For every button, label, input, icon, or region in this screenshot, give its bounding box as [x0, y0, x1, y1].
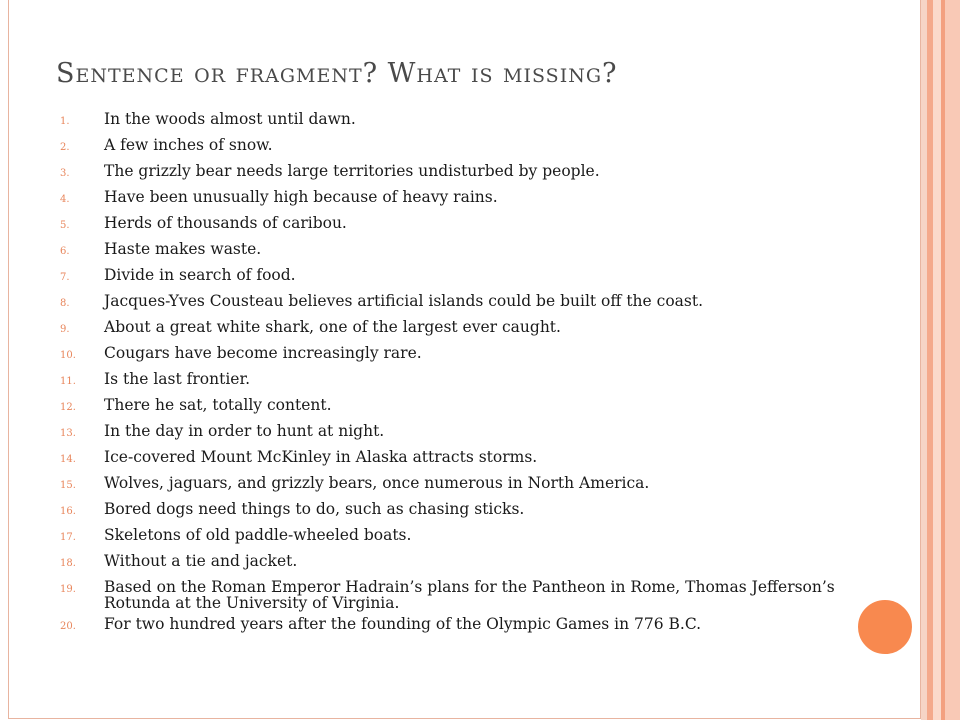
list-item-number: 2.	[60, 142, 70, 153]
list-item-number: 10.	[60, 350, 76, 361]
list-item-number: 19.	[60, 584, 76, 595]
list-item	[60, 340, 880, 366]
list-item-text: Haste makes waste.	[104, 240, 262, 258]
list-item-text: Herds of thousands of caribou.	[104, 214, 347, 232]
list-item-number: 12.	[60, 402, 76, 413]
list-item	[60, 210, 880, 236]
title-text: Sentence or fragment? What is missing?	[56, 58, 618, 89]
list-item-text: For two hundred years after the founding of the Olympic Games in 776 B.C.	[104, 615, 702, 633]
list-item	[60, 444, 880, 470]
list-item-text: Have been unusually high because of heavy rains.	[104, 188, 498, 206]
list-item	[60, 132, 880, 158]
list-item	[60, 548, 880, 574]
list-item	[60, 366, 880, 392]
list-item-text: The grizzly bear needs large territories undisturbed by people.	[104, 162, 600, 180]
list-item-number: 5.	[60, 220, 70, 231]
list-item-text: Jacques-Yves Cousteau believes artificial islands could be built off the coast.	[104, 292, 703, 310]
list-item-text: Cougars have become increasingly rare.	[104, 344, 422, 362]
list-item	[60, 236, 880, 262]
list-item-text: Ice-covered Mount McKinley in Alaska attracts storms.	[104, 448, 538, 466]
list-item	[60, 470, 880, 496]
list-item	[60, 314, 880, 340]
list-item-text: A few inches of snow.	[104, 136, 273, 154]
list-item-text: Wolves, jaguars, and grizzly bears, once numerous in North America.	[104, 474, 650, 492]
list-item-number: 11.	[60, 376, 76, 387]
list-item	[60, 522, 880, 548]
list-item-number: 18.	[60, 558, 76, 569]
list-item	[60, 184, 880, 210]
list-item-number: 4.	[60, 194, 70, 205]
list-item	[60, 574, 880, 611]
list-item	[60, 158, 880, 184]
list-item	[60, 496, 880, 522]
list-item-text: Bored dogs need things to do, such as chasing sticks.	[104, 500, 525, 518]
list-item-text: In the woods almost until dawn.	[104, 110, 356, 128]
list-item-text: Is the last frontier.	[104, 370, 251, 388]
sentence-list	[60, 106, 880, 637]
list-item-number: 6.	[60, 246, 70, 257]
list-item-number: 16.	[60, 506, 76, 517]
decorative-stripe	[933, 0, 941, 720]
decorative-stripe	[945, 0, 960, 720]
list-item-text: Skeletons of old paddle-wheeled boats.	[104, 526, 412, 544]
list-item-number: 15.	[60, 480, 76, 491]
list-item-text: Without a tie and jacket.	[104, 552, 298, 570]
list-item-text: Based on the Roman Emperor Hadrain’s plans for the Pantheon in Rome, Thomas Jefferson’s Rotunda at the University of Virginia.	[104, 578, 835, 612]
list-item-number: 8.	[60, 298, 70, 309]
list-item-number: 1.	[60, 116, 70, 127]
list-item	[60, 392, 880, 418]
list-item-text: In the day in order to hunt at night.	[104, 422, 385, 440]
list-item-text: Divide in search of food.	[104, 266, 296, 284]
list-item-text: There he sat, totally content.	[104, 396, 332, 414]
list-item-number: 14.	[60, 454, 76, 465]
list-item-number: 9.	[60, 324, 70, 335]
list-item-number: 3.	[60, 168, 70, 179]
list-item	[60, 106, 880, 132]
list-item-number: 20.	[60, 621, 76, 632]
list-item	[60, 262, 880, 288]
list-item	[60, 611, 880, 637]
list-item	[60, 418, 880, 444]
slide-title	[56, 56, 896, 92]
list-item-text: About a great white shark, one of the largest ever caught.	[104, 318, 561, 336]
list-item	[60, 288, 880, 314]
list-item-number: 13.	[60, 428, 76, 439]
list-item-number: 17.	[60, 532, 76, 543]
list-item-number: 7.	[60, 272, 70, 283]
